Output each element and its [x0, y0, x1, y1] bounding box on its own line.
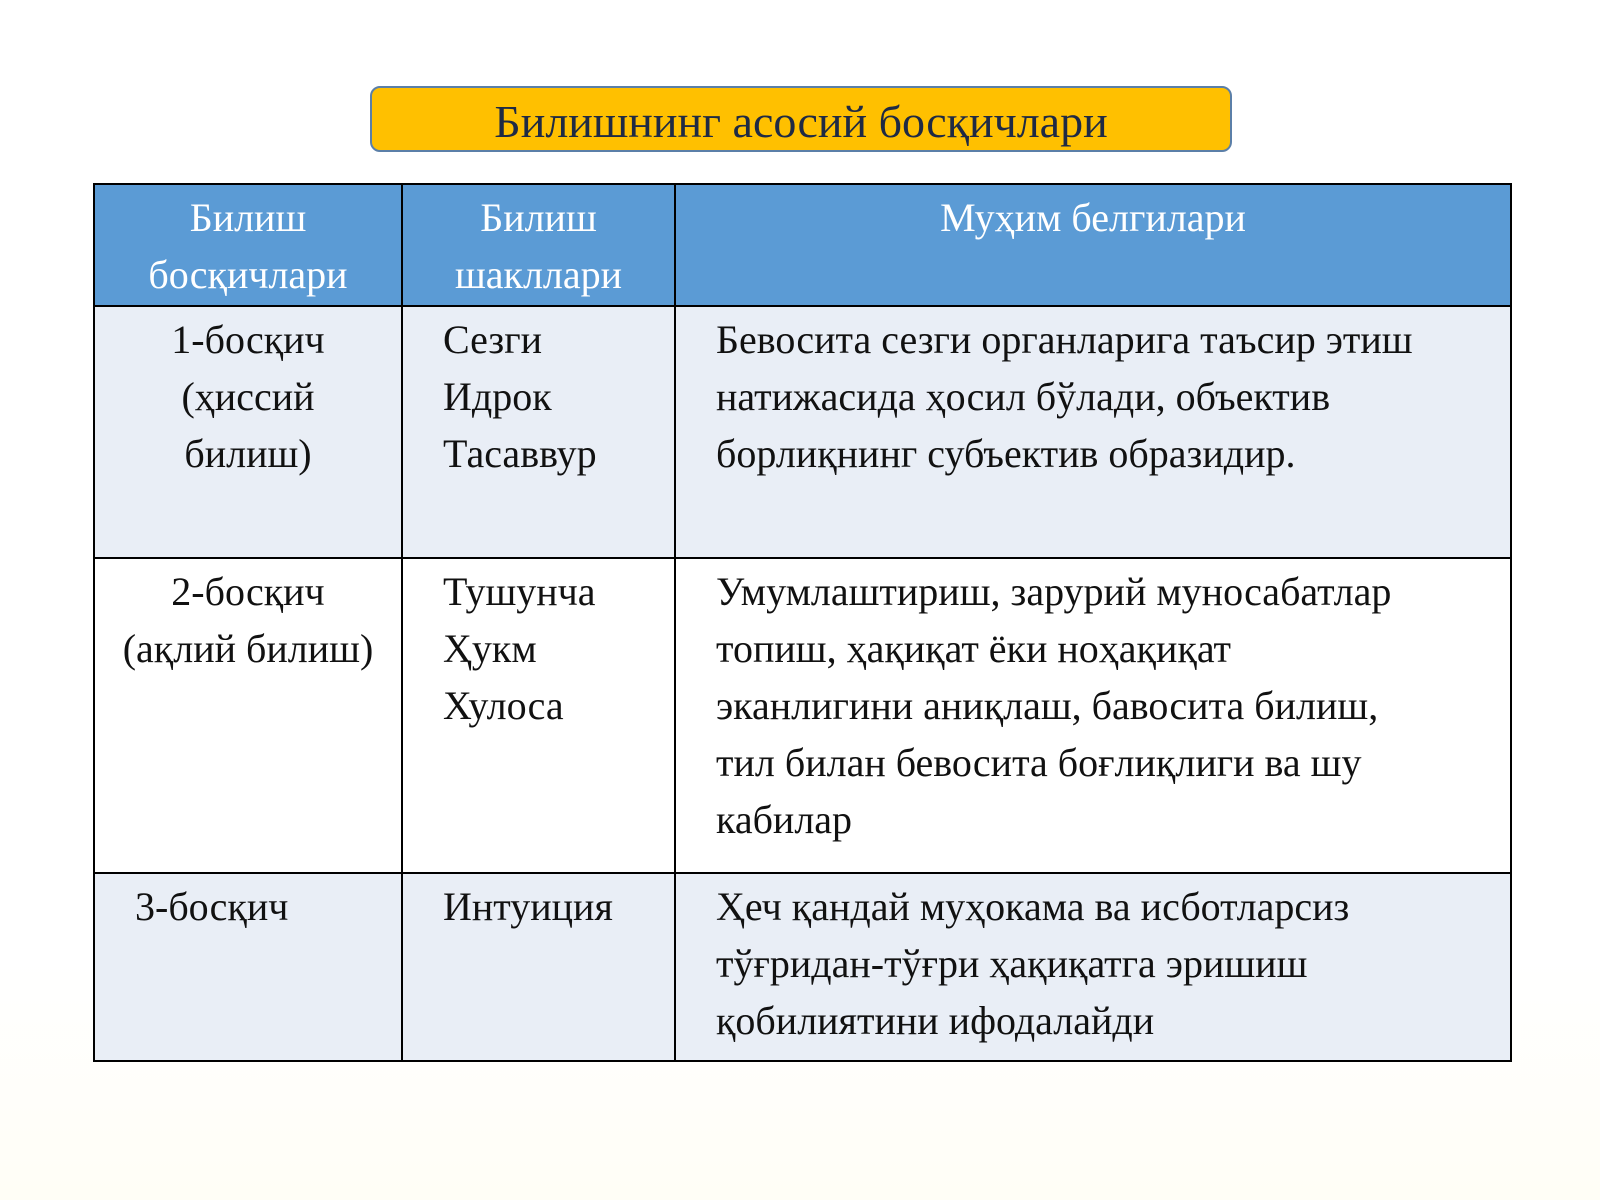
- feature-text: Умумлаштириш, зарурий муносабатлар: [716, 569, 1392, 614]
- feature-text: эканлигини аниқлаш, бавосита билиш,: [716, 683, 1379, 728]
- stage-text: билиш): [184, 431, 312, 476]
- slide-title-text: Билишнинг асосий босқичлари: [494, 96, 1108, 147]
- header-forms: [402, 184, 675, 306]
- stage-text: 3-босқич: [135, 884, 289, 929]
- table-row: [94, 306, 1511, 558]
- feature-text: қобилиятини ифодалайди: [716, 998, 1155, 1043]
- feature-text: кабилар: [716, 797, 853, 842]
- stage-text: (ҳиссий: [181, 374, 315, 419]
- stage-text: 1-босқич: [171, 317, 325, 362]
- header-text: Муҳим белгилари: [940, 195, 1246, 240]
- feature-text: Бевосита сезги органларига таъсир этиш: [716, 317, 1413, 362]
- features-cell: [675, 873, 1511, 1061]
- stage-cell: [94, 558, 402, 873]
- cognition-stages-table: [93, 183, 1512, 1062]
- form-text: Интуиция: [443, 884, 613, 929]
- header-text: Билиш: [189, 195, 307, 240]
- table-row: [94, 873, 1511, 1061]
- table-header-row: [94, 184, 1511, 306]
- form-text: Тушунча: [443, 569, 596, 614]
- feature-text: Ҳеч қандай муҳокама ва исботларсиз: [716, 884, 1350, 929]
- form-text: Тасаввур: [443, 431, 597, 476]
- slide-title: [370, 86, 1232, 152]
- feature-text: борлиқнинг субъектив образидир.: [716, 431, 1296, 476]
- table-row: [94, 558, 1511, 873]
- stage-text: (ақлий билиш): [122, 626, 374, 671]
- form-text: Хулоса: [443, 683, 564, 728]
- header-text: Билиш: [480, 195, 597, 240]
- forms-cell: [402, 873, 675, 1061]
- stage-text: 2-босқич: [171, 569, 325, 614]
- forms-cell: [402, 306, 675, 558]
- features-cell: [675, 306, 1511, 558]
- forms-cell: [402, 558, 675, 873]
- header-text: шакллари: [454, 252, 623, 297]
- form-text: Сезги: [443, 317, 543, 362]
- feature-text: тўғридан-тўғри ҳақиқатга эришиш: [716, 941, 1308, 986]
- header-stages: [94, 184, 402, 306]
- feature-text: натижасида ҳосил бўлади, объектив: [716, 374, 1331, 419]
- header-features: [675, 184, 1511, 306]
- stage-cell: [94, 306, 402, 558]
- stage-cell: [94, 873, 402, 1061]
- feature-text: тил билан бевосита боғлиқлиги ва шу: [716, 740, 1362, 785]
- features-cell: [675, 558, 1511, 873]
- form-text: Ҳукм: [443, 626, 537, 671]
- feature-text: топиш, ҳақиқат ёки ноҳақиқат: [716, 626, 1232, 671]
- header-text: босқичлари: [148, 252, 348, 297]
- form-text: Идрок: [443, 374, 552, 419]
